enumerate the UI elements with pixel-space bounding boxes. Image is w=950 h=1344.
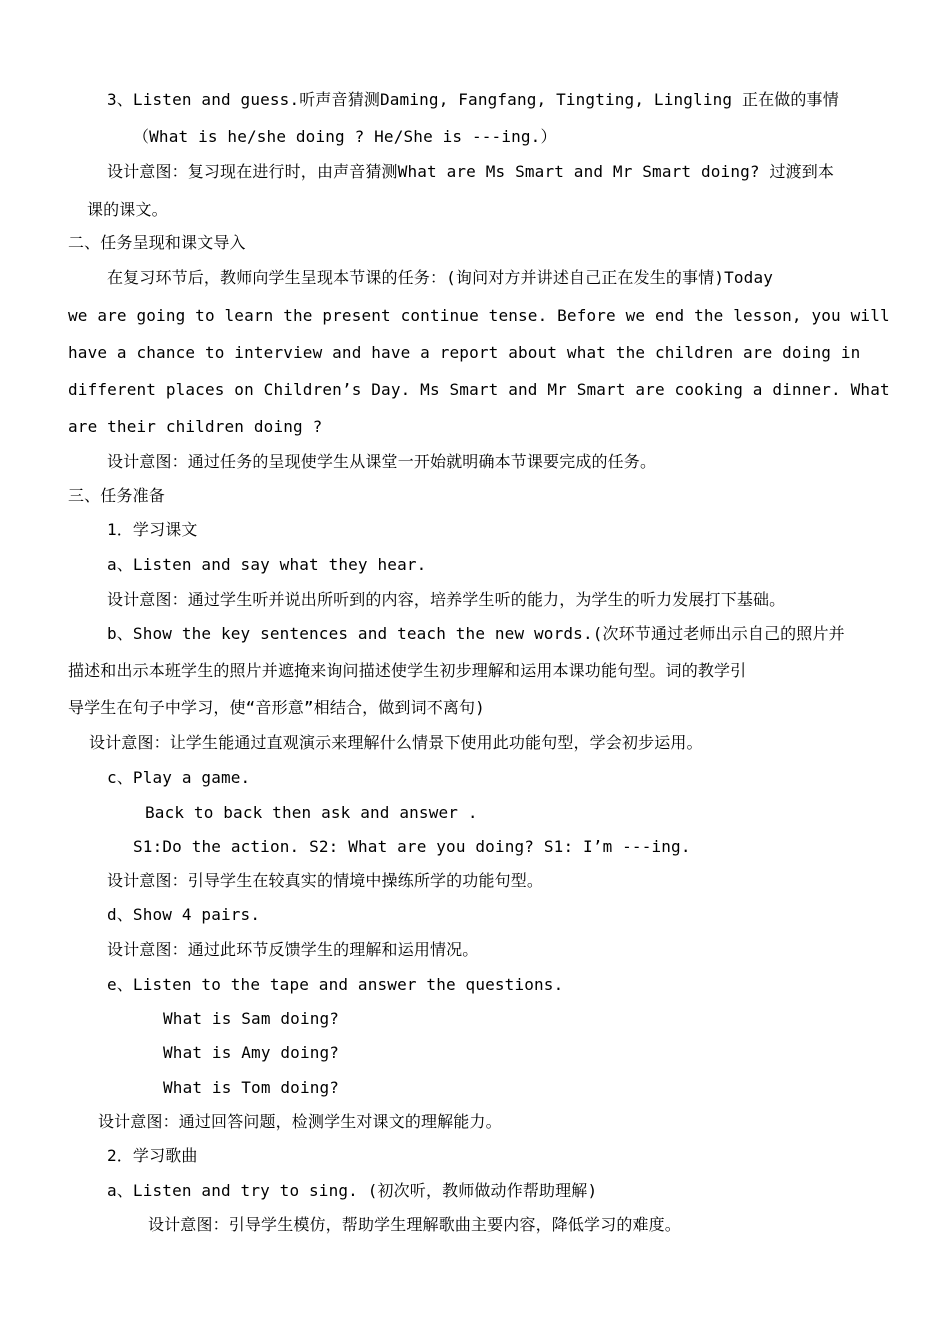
- subsection-2-heading: 2．学习歌曲: [107, 1146, 198, 1165]
- section-2-para-line-4: different places on Children’s Day. Ms Smart and Mr Smart are cooking a dinner. What: [68, 380, 890, 399]
- design-intent-review: 设计意图：复习现在进行时，由声音猜测What are Ms Smart and Mr Smart doing? 过渡到本: [107, 162, 835, 181]
- question-sam: What is Sam doing?: [163, 1009, 340, 1028]
- section-2-para-line-5: are their children doing ?: [68, 417, 323, 436]
- design-intent-review-cont: 课的课文。: [87, 200, 168, 219]
- design-intent-feedback: 设计意图：通过此环节反馈学生的理解和运用情况。: [107, 940, 479, 959]
- design-intent-task: 设计意图：通过任务的呈现使学生从课堂一开始就明确本节课要完成的任务。: [107, 452, 657, 471]
- section-3-heading: 三、任务准备: [68, 486, 165, 505]
- subsection-1-heading: 1．学习课文: [107, 520, 198, 539]
- game-dialogue: S1:Do the action. S2: What are you doing? S1: I’m ---ing.: [133, 837, 691, 856]
- question-tom: What is Tom doing?: [163, 1078, 340, 1097]
- question-amy: What is Amy doing?: [163, 1043, 340, 1062]
- design-intent-practice: 设计意图：引导学生在较真实的情境中操练所学的功能句型。: [107, 871, 544, 890]
- design-intent-demo: 设计意图：让学生能通过直观演示来理解什么情景下使用此功能句型，学会初步运用。: [89, 733, 703, 752]
- item-c-play-a-game: c、Play a game.: [107, 768, 251, 787]
- design-intent-song: 设计意图：引导学生模仿，帮助学生理解歌曲主要内容，降低学习的难度。: [148, 1215, 681, 1234]
- step-3-listen-and-guess: 3、Listen and guess.听声音猜测Daming, Fangfang, Tingting, Lingling 正在做的事情: [107, 90, 839, 109]
- item-b-key-sentences: b、Show the key sentences and teach the new words.(次环节通过老师出示自己的照片并: [107, 624, 845, 643]
- step-3-sentence-pattern: （What is he/she doing ? He/She is ---ing.）: [133, 127, 557, 146]
- section-2-para-line-2: we are going to learn the present continue tense. Before we end the lesson, you will: [68, 306, 890, 325]
- section-2-para-line-1: 在复习环节后，教师向学生呈现本节课的任务：(询问对方并讲述自己正在发生的事情)Today: [107, 268, 774, 287]
- item-b-cont-1: 描述和出示本班学生的照片并遮掩来询问描述使学生初步理解和运用本课功能句型。词的教学引: [68, 661, 747, 680]
- design-intent-listening: 设计意图：通过学生听并说出所听到的内容，培养学生听的能力，为学生的听力发展打下基础。: [107, 590, 786, 609]
- design-intent-questions: 设计意图：通过回答问题，检测学生对课文的理解能力。: [98, 1112, 502, 1131]
- item-a-listen-and-say: a、Listen and say what they hear.: [107, 555, 427, 574]
- section-2-heading: 二、任务呈现和课文导入: [68, 233, 246, 252]
- section-2-para-line-3: have a chance to interview and have a report about what the children are doing in: [68, 343, 861, 362]
- item-a-listen-and-sing: a、Listen and try to sing. (初次听，教师做动作帮助理解): [107, 1181, 598, 1200]
- item-d-show-pairs: d、Show 4 pairs.: [107, 905, 261, 924]
- item-b-cont-2: 导学生在句子中学习，使“音形意”相结合，做到词不离句): [68, 698, 485, 717]
- item-e-listen-tape: e、Listen to the tape and answer the questions.: [107, 975, 564, 994]
- game-instruction: Back to back then ask and answer .: [145, 803, 478, 822]
